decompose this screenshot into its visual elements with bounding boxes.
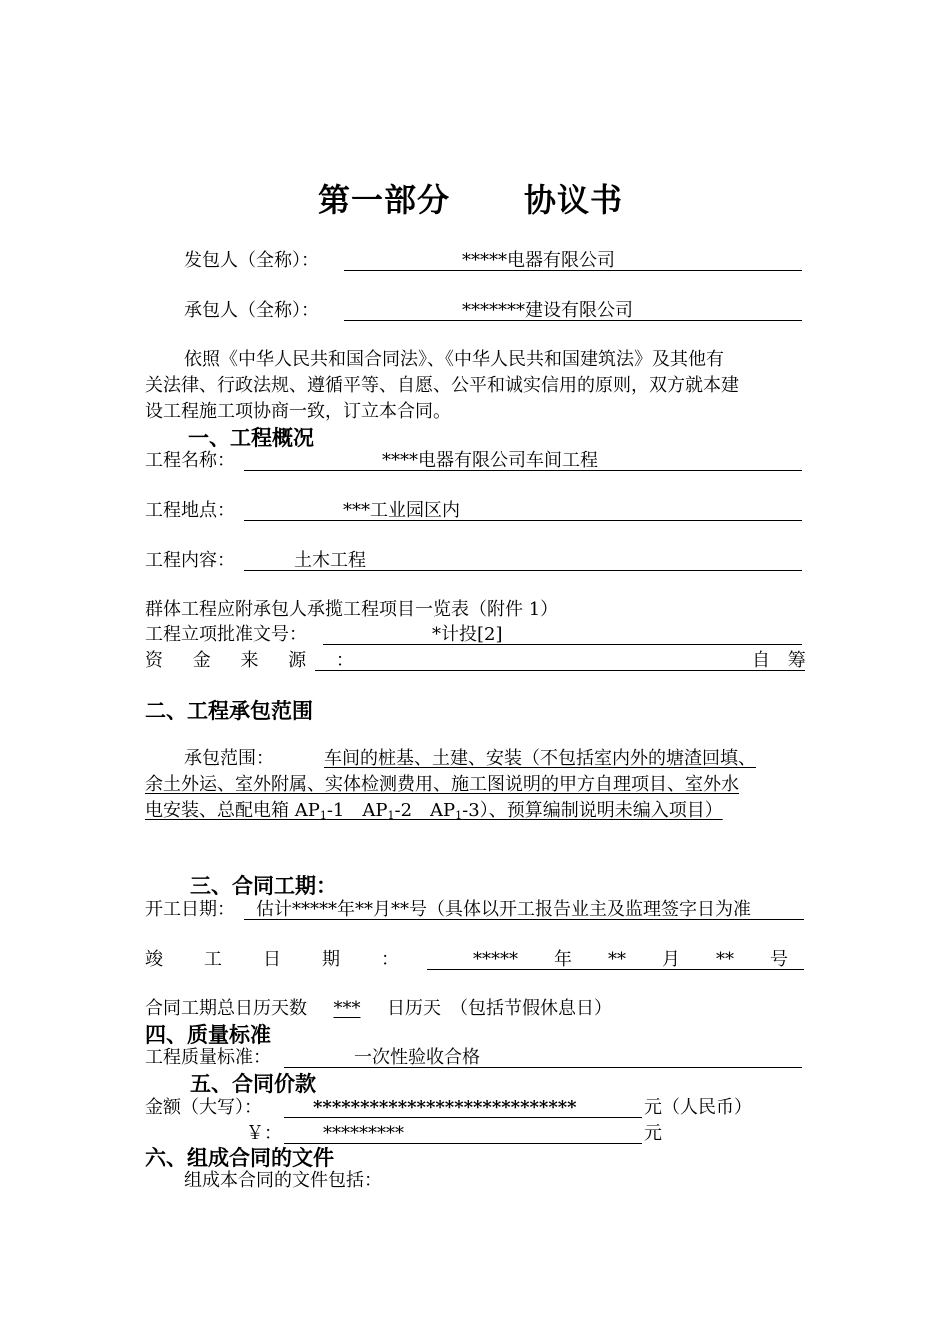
completion-date-label (145, 949, 399, 971)
scope-line-3 (145, 798, 723, 829)
scope-line-3-part-b: -1 AP (326, 800, 388, 821)
title-name: 协议书 (524, 181, 624, 219)
duration-suffix: 日历天 （包括节假休息日） (387, 998, 612, 1019)
completion-month-unit: 月 (662, 949, 680, 970)
funding-source-underline (315, 670, 805, 671)
project-name-value: ****电器有限公司车间工程 (382, 450, 598, 471)
intro-line-2: 关法律、行政法规、遵循平等、自愿、公平和诚实信用的原则，双方就本建 (145, 375, 739, 396)
intro-line-1: 依照《中华人民共和国合同法》、《中华人民共和国建筑法》及其他有 (184, 349, 724, 370)
completion-char-1: 竣 (145, 949, 163, 970)
scope-line-1-value: 车间的桩基、土建、安装（不包括室内外的塘渣回填、 (324, 748, 756, 769)
documents-intro: 组成本合同的文件包括： (184, 1170, 382, 1191)
start-date-label: 开工日期： (145, 899, 235, 920)
duration-line (145, 998, 612, 1020)
completion-month: ** (608, 949, 626, 970)
amount-words-value: **************************** (313, 1097, 577, 1118)
scope-label: 承包范围： (184, 748, 274, 769)
project-location-value: ***工业园区内 (343, 500, 460, 521)
scope-line-3-part-a: 电安装、总配电箱 AP (145, 800, 320, 821)
section-4-heading: 四、质量标准 (145, 1022, 271, 1047)
section-1-heading: 一、工程概况 (188, 425, 314, 450)
scope-sub-3: 1 (455, 809, 463, 822)
project-location-label: 工程地点： (145, 500, 235, 521)
scope-line-3-part-d: -3）、预算编制说明未编入项目） (462, 800, 723, 821)
scope-line-3-part-c: -2 AP (394, 800, 456, 821)
duration-label: 合同工期总日历天数 (145, 998, 307, 1019)
amount-words-label: 金额（大写）： (145, 1097, 262, 1118)
amount-figures-value: ********* (323, 1123, 404, 1144)
project-content-label: 工程内容： (145, 550, 235, 571)
completion-char-4: 期 (322, 949, 340, 970)
completion-char-5: ： (381, 949, 399, 970)
group-project-note: 群体工程应附承包人承揽工程项目一览表（附件 1） (145, 599, 559, 620)
approval-number-underline (323, 644, 802, 645)
approval-number-label: 工程立项批准文号： (145, 624, 307, 645)
completion-day-unit: 号 (770, 949, 788, 970)
approval-number-value: *计投[2] (432, 624, 503, 645)
section-3-heading: 三、合同工期： (190, 873, 337, 898)
project-location-underline (244, 520, 802, 521)
completion-char-3: 日 (263, 949, 281, 970)
completion-day: ** (716, 949, 734, 970)
amount-words-suffix: 元（人民币） (644, 1097, 752, 1118)
funding-source-label: 资 金 来 源 ： (145, 650, 366, 671)
completion-year-unit: 年 (554, 949, 572, 970)
completion-date-value (473, 949, 788, 971)
amount-figures-label: ￥： (246, 1123, 282, 1144)
start-date-value: 估计*****年**月**号（具体以开工报告业主及监理签字日为准 (256, 899, 751, 920)
contractor-label: 承包人（全称）： (184, 300, 319, 321)
employer-label: 发包人（全称）： (184, 250, 319, 271)
funding-source-value: 自 筹 (752, 650, 812, 671)
quality-standard-label: 工程质量标准： (145, 1047, 271, 1068)
contractor-value: *******建设有限公司 (462, 300, 633, 321)
quality-standard-value: 一次性验收合格 (354, 1047, 480, 1068)
intro-line-3: 设工程施工项协商一致，订立本合同。 (145, 401, 451, 422)
project-content-value: 土木工程 (294, 550, 366, 571)
section-6-heading: 六、组成合同的文件 (145, 1145, 334, 1170)
amount-figures-suffix: 元 (644, 1123, 662, 1144)
scope-sub-2: 1 (387, 809, 395, 822)
completion-char-2: 工 (204, 949, 222, 970)
scope-sub-1: 1 (319, 809, 327, 822)
employer-value: *****电器有限公司 (462, 250, 615, 271)
section-5-heading: 五、合同价款 (190, 1071, 316, 1096)
page-title (318, 180, 623, 220)
project-name-label: 工程名称： (145, 450, 235, 471)
scope-line-2: 余土外运、室外附属、实体检测费用、施工图说明的甲方自理项目、室外水 (145, 774, 739, 795)
section-2-heading: 二、工程承包范围 (145, 698, 313, 723)
duration-value: *** (333, 998, 361, 1019)
scope-line-1-text (274, 748, 756, 769)
scope-line-1 (184, 746, 756, 772)
title-part: 第一部分 (318, 181, 451, 219)
completion-year: ***** (473, 949, 518, 970)
